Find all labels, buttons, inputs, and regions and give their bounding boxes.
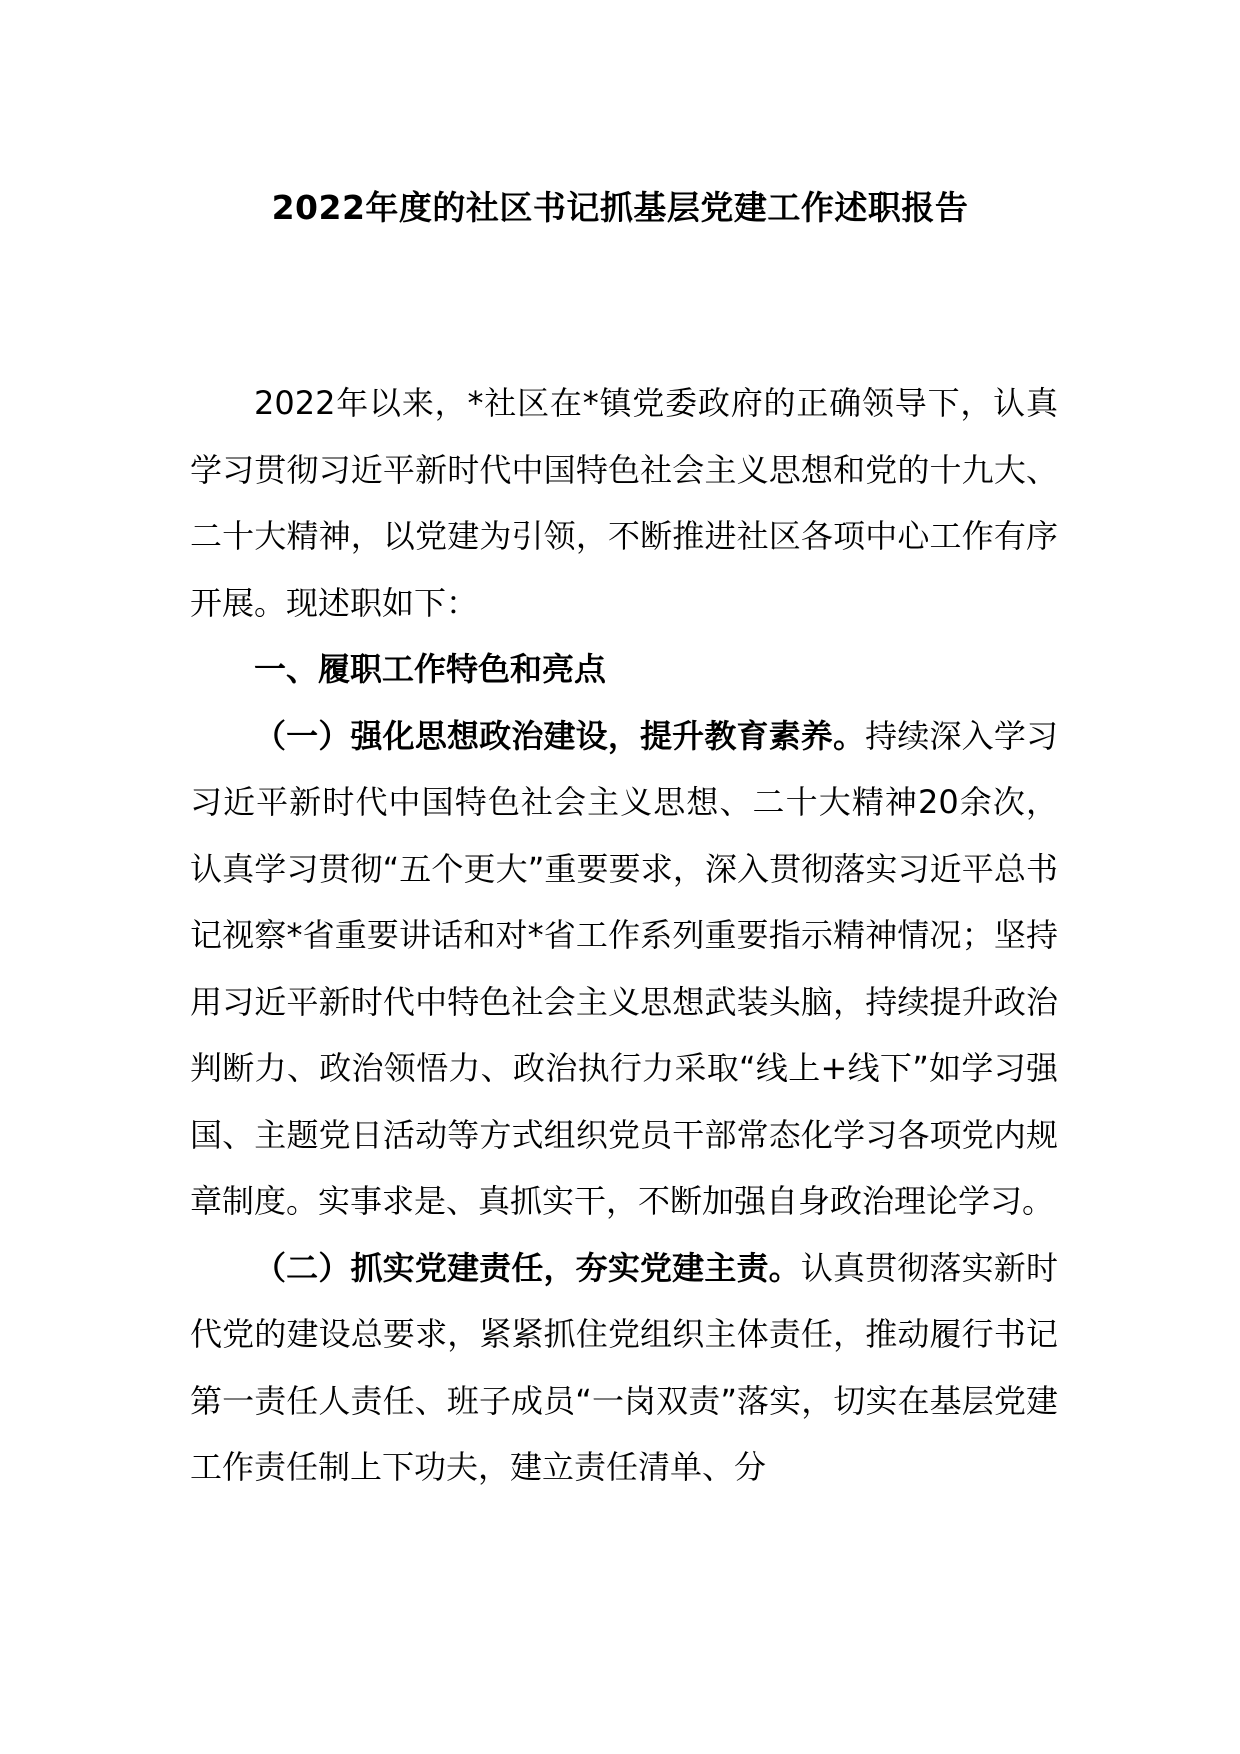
item-lead-1: （一）强化思想政治建设，提升教育素养。	[254, 716, 866, 755]
document-body	[190, 370, 1058, 1501]
item-paragraph-1	[190, 703, 1058, 1235]
item-paragraph-2	[190, 1235, 1058, 1501]
item-text-2: 认真贯彻落实新时代党的建设总要求，紧紧抓住党组织主体责任，推动履行书记第一责任人责任、班子成员“一岗双责”落实，切实在基层党建工作责任制上下功夫，建立责任清单、分	[190, 1248, 1058, 1486]
item-lead-2: （二）抓实党建责任，夯实党建主责。	[254, 1248, 801, 1287]
document-title: 2022年度的社区书记抓基层党建工作述职报告	[271, 188, 969, 227]
intro-paragraph: 2022年以来，*社区在*镇党委政府的正确领导下，认真学习贯彻习近平新时代中国特色社会主义思想和党的十九大、二十大精神，以党建为引领，不断推进社区各项中心工作有序开展。现述职如下：	[190, 384, 1058, 622]
item-text-1: 持续深入学习习近平新时代中国特色社会主义思想、二十大精神20余次，认真学习贯彻“五个更大”重要要求，深入贯彻落实习近平总书记视察*省重要讲话和对*省工作系列重要指示精神情况；坚持用习近平新时代中特色社会主义思想武装头脑，持续提升政治判断力、政治领悟力、政治执行力采取“线上+线下”如学习强国、主题党日活动等方式组织党员干部常态化学习各项党内规章制度。实事求是、真抓实干，不断加强自身政治理论学习。	[190, 716, 1058, 1220]
section-heading-1: 一、履职工作特色和亮点	[254, 650, 607, 688]
